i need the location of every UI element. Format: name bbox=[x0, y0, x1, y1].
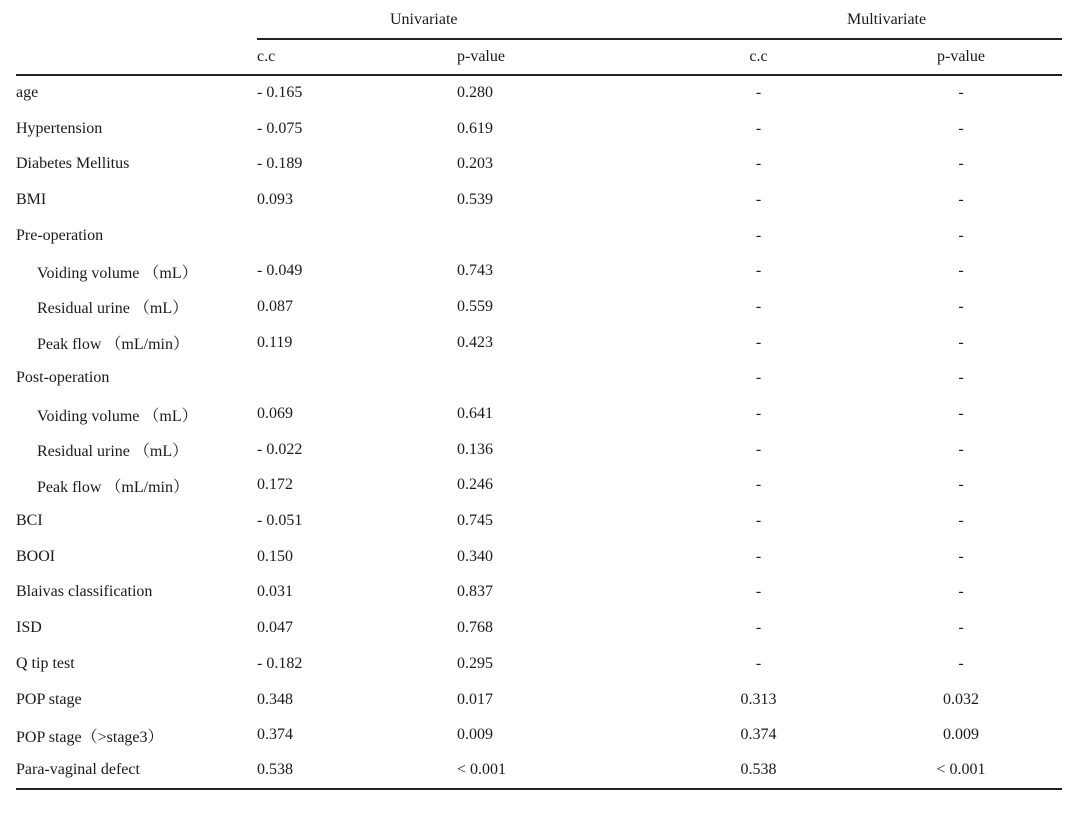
cell-multivariate-cc: - bbox=[755, 476, 762, 494]
table-row bbox=[16, 289, 1062, 325]
table-row bbox=[16, 253, 1062, 289]
cell-univariate-p-value: 0.423 bbox=[457, 333, 493, 351]
cell-multivariate-p-value: - bbox=[958, 84, 964, 102]
column-header-row bbox=[16, 40, 1062, 75]
row-label: POP stage（>stage3） bbox=[16, 728, 164, 746]
cell-multivariate-cc: - bbox=[755, 512, 762, 530]
group-header-row bbox=[16, 0, 1062, 40]
row-label: Peak flow （mL/min） bbox=[37, 478, 189, 496]
row-label: Voiding volume （mL） bbox=[37, 264, 198, 282]
cell-univariate-p-value: 0.768 bbox=[457, 619, 493, 637]
cell-multivariate-cc: - bbox=[755, 440, 762, 458]
table-row bbox=[16, 646, 1062, 682]
cell-multivariate-p-value: - bbox=[958, 440, 964, 458]
cell-univariate-p-value: 0.340 bbox=[457, 547, 493, 565]
table-row bbox=[16, 503, 1062, 539]
cell-univariate-cc: 0.069 bbox=[257, 405, 293, 423]
cell-multivariate-p-value: - bbox=[958, 333, 964, 351]
cell-univariate-cc: - 0.165 bbox=[257, 84, 303, 102]
table-row bbox=[16, 218, 1062, 254]
cell-univariate-p-value: 0.837 bbox=[457, 583, 493, 601]
cell-multivariate-cc: 0.538 bbox=[657, 753, 860, 789]
cell-multivariate-p-value: < 0.001 bbox=[860, 753, 1062, 789]
cell-multivariate-p-value: - bbox=[958, 226, 964, 244]
header-univariate-cc: c.c bbox=[257, 40, 457, 75]
data-table bbox=[16, 40, 1062, 790]
table-row bbox=[16, 753, 1062, 789]
cell-multivariate-p-value: - bbox=[958, 262, 964, 280]
row-label: age bbox=[16, 84, 39, 102]
cell-univariate-cc: 0.031 bbox=[257, 583, 293, 601]
table-row bbox=[16, 575, 1062, 611]
cell-univariate-cc: - 0.049 bbox=[257, 262, 303, 280]
cell-univariate-cc: 0.119 bbox=[257, 333, 293, 351]
header-variable bbox=[16, 40, 257, 75]
cell-univariate-p-value: 0.743 bbox=[457, 262, 493, 280]
cell-univariate-p-value: 0.017 bbox=[457, 690, 493, 708]
row-label: Blaivas classification bbox=[16, 583, 153, 601]
cell-univariate-p-value bbox=[457, 361, 657, 397]
row-label: Peak flow （mL/min） bbox=[37, 336, 189, 354]
cell-multivariate-cc: - bbox=[755, 190, 762, 208]
cell-univariate-p-value: 0.559 bbox=[457, 297, 493, 315]
table-row bbox=[16, 146, 1062, 182]
cell-multivariate-cc: - bbox=[755, 297, 762, 315]
cell-multivariate-p-value: - bbox=[958, 155, 964, 173]
cell-multivariate-cc: - bbox=[755, 405, 762, 423]
group-label-multivariate: Multivariate bbox=[847, 11, 927, 28]
cell-multivariate-cc: - bbox=[755, 84, 762, 102]
results-table bbox=[16, 0, 1062, 790]
cell-multivariate-cc: 0.374 bbox=[740, 726, 777, 744]
row-label: BOOI bbox=[16, 547, 56, 565]
cell-univariate-p-value: 0.641 bbox=[457, 405, 493, 423]
table-row bbox=[16, 682, 1062, 718]
cell-multivariate-p-value: - bbox=[958, 405, 964, 423]
row-label: Para-vaginal defect bbox=[16, 753, 257, 789]
row-label: Hypertension bbox=[16, 119, 103, 137]
group-label-univariate: Univariate bbox=[390, 11, 458, 28]
cell-multivariate-cc: - bbox=[755, 226, 762, 244]
cell-univariate-cc: - 0.189 bbox=[257, 155, 303, 173]
table-row bbox=[16, 361, 1062, 397]
table-row bbox=[16, 75, 1062, 111]
row-label: BMI bbox=[16, 190, 47, 208]
cell-multivariate-cc: - bbox=[755, 619, 762, 637]
cell-univariate-cc bbox=[257, 218, 457, 254]
row-label: Pre-operation bbox=[16, 226, 104, 244]
header-multivariate-cc: c.c bbox=[657, 40, 860, 75]
cell-univariate-cc: 0.087 bbox=[257, 297, 293, 315]
table-body bbox=[16, 75, 1062, 789]
cell-multivariate-cc: - bbox=[755, 369, 762, 387]
cell-multivariate-p-value: - bbox=[958, 619, 964, 637]
row-label: BCI bbox=[16, 512, 43, 530]
cell-univariate-cc: - 0.051 bbox=[257, 512, 303, 530]
table-row bbox=[16, 182, 1062, 218]
cell-univariate-cc: 0.348 bbox=[257, 690, 293, 708]
cell-univariate-cc: 0.374 bbox=[257, 726, 293, 744]
cell-univariate-p-value: 0.009 bbox=[457, 726, 493, 744]
table-row bbox=[16, 396, 1062, 432]
row-label: Voiding volume （mL） bbox=[37, 407, 198, 425]
row-label: Q tip test bbox=[16, 654, 75, 672]
cell-univariate-p-value: 0.246 bbox=[457, 476, 493, 494]
cell-univariate-cc bbox=[257, 361, 457, 397]
cell-univariate-p-value: 0.295 bbox=[457, 654, 493, 672]
cell-multivariate-p-value: - bbox=[958, 547, 964, 565]
cell-univariate-cc: 0.150 bbox=[257, 547, 293, 565]
cell-univariate-cc: 0.172 bbox=[257, 476, 293, 494]
cell-multivariate-p-value: - bbox=[958, 297, 964, 315]
row-label: ISD bbox=[16, 619, 42, 637]
cell-multivariate-p-value: - bbox=[958, 583, 964, 601]
cell-univariate-cc: - 0.075 bbox=[257, 119, 303, 137]
cell-multivariate-p-value: - bbox=[958, 119, 964, 137]
cell-univariate-p-value: 0.539 bbox=[457, 190, 493, 208]
cell-multivariate-cc: - bbox=[755, 583, 762, 601]
cell-multivariate-p-value: 0.009 bbox=[943, 726, 979, 744]
cell-multivariate-p-value: - bbox=[958, 476, 964, 494]
table-row bbox=[16, 717, 1062, 753]
cell-univariate-p-value: 0.136 bbox=[457, 440, 493, 458]
cell-multivariate-p-value: 0.032 bbox=[943, 690, 979, 708]
cell-multivariate-cc: - bbox=[755, 262, 762, 280]
group-divider bbox=[257, 38, 1062, 40]
cell-multivariate-cc: - bbox=[755, 119, 762, 137]
cell-univariate-p-value bbox=[457, 218, 657, 254]
cell-univariate-p-value: 0.745 bbox=[457, 512, 493, 530]
cell-multivariate-cc: - bbox=[755, 155, 762, 173]
cell-univariate-cc: - 0.022 bbox=[257, 440, 303, 458]
table-row bbox=[16, 610, 1062, 646]
cell-multivariate-cc: - bbox=[755, 654, 762, 672]
header-univariate-p-value: p-value bbox=[457, 40, 657, 75]
cell-multivariate-p-value: - bbox=[958, 512, 964, 530]
cell-univariate-cc: - 0.182 bbox=[257, 654, 303, 672]
row-label: Post-operation bbox=[16, 369, 110, 387]
row-label: Residual urine （mL） bbox=[37, 300, 189, 318]
cell-univariate-p-value: 0.619 bbox=[457, 119, 493, 137]
cell-multivariate-cc: - bbox=[755, 547, 762, 565]
cell-multivariate-p-value: - bbox=[958, 369, 964, 387]
cell-univariate-cc: 0.047 bbox=[257, 619, 293, 637]
cell-univariate-p-value: 0.203 bbox=[457, 155, 493, 173]
row-label: Residual urine （mL） bbox=[37, 443, 189, 461]
table-row bbox=[16, 325, 1062, 361]
table-row bbox=[16, 432, 1062, 468]
cell-univariate-cc: 0.093 bbox=[257, 190, 293, 208]
table-row bbox=[16, 539, 1062, 575]
cell-univariate-p-value: 0.280 bbox=[457, 84, 493, 102]
row-label: POP stage bbox=[16, 690, 82, 708]
cell-univariate-cc: 0.538 bbox=[257, 753, 457, 789]
cell-multivariate-cc: 0.313 bbox=[740, 690, 777, 708]
cell-multivariate-p-value: - bbox=[958, 654, 964, 672]
row-label: Diabetes Mellitus bbox=[16, 155, 130, 173]
header-multivariate-p-value: p-value bbox=[860, 40, 1062, 75]
cell-univariate-p-value: < 0.001 bbox=[457, 753, 657, 789]
cell-multivariate-p-value: - bbox=[958, 190, 964, 208]
table-row bbox=[16, 111, 1062, 147]
cell-multivariate-cc: - bbox=[755, 333, 762, 351]
table-row bbox=[16, 468, 1062, 504]
